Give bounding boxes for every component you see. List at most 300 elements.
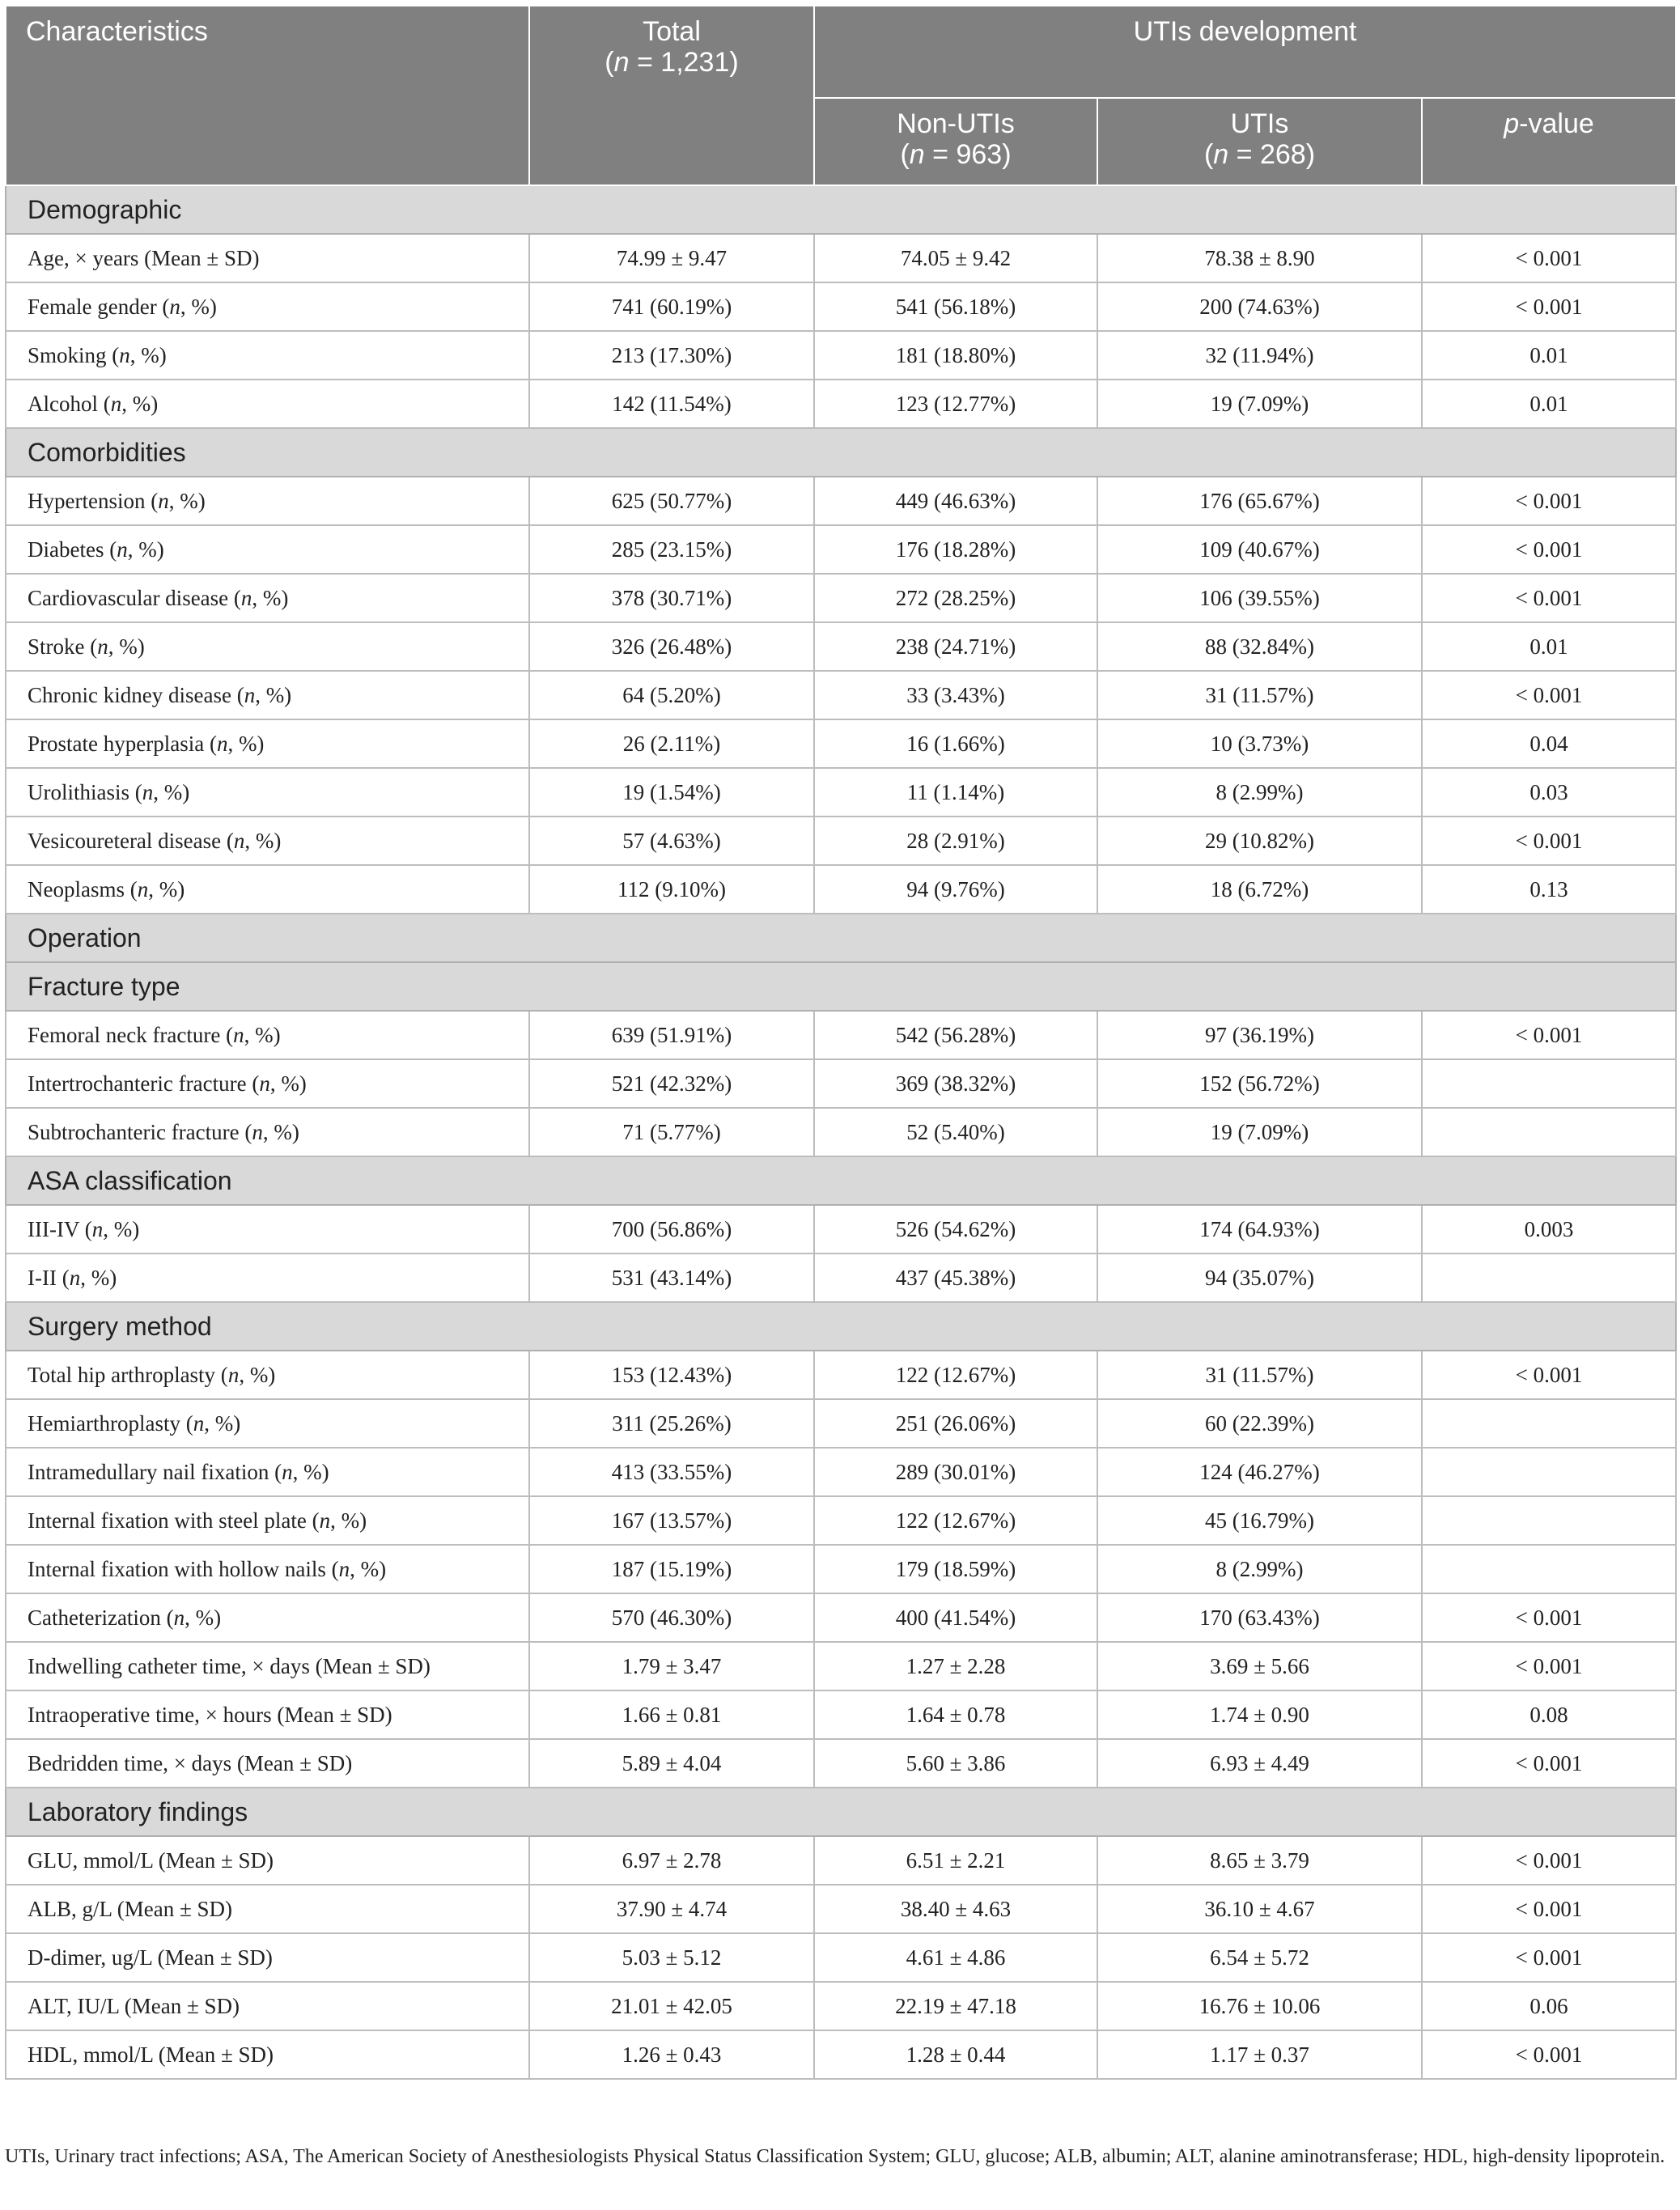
table-row bbox=[6, 1011, 1676, 1059]
cell-total: 187 (15.19%) bbox=[529, 1545, 814, 1593]
row-label-text: Bedridden time, × days (Mean ± SD) bbox=[28, 1750, 353, 1775]
table-row bbox=[6, 282, 1676, 331]
row-label bbox=[6, 671, 529, 719]
table-row bbox=[6, 817, 1676, 865]
row-label-unit-rest: , %) bbox=[350, 1556, 387, 1581]
row-label-text: Age, × years (Mean ± SD) bbox=[28, 245, 260, 270]
section-header-row bbox=[6, 914, 1676, 962]
header-p-value bbox=[1422, 98, 1676, 185]
row-label-unit: n bbox=[259, 1071, 270, 1096]
cell-p: 0.003 bbox=[1422, 1205, 1676, 1253]
row-label-unit: n bbox=[69, 1265, 81, 1290]
cell-utis: 78.38 ± 8.90 bbox=[1097, 234, 1422, 282]
cell-non-utis: 11 (1.14%) bbox=[814, 768, 1097, 817]
cell-non-utis: 541 (56.18%) bbox=[814, 282, 1097, 331]
cell-non-utis: 6.51 ± 2.21 bbox=[814, 1836, 1097, 1885]
row-label-text: Femoral neck fracture ( bbox=[28, 1022, 234, 1047]
table-row bbox=[6, 1739, 1676, 1788]
cell-non-utis: 122 (12.67%) bbox=[814, 1496, 1097, 1545]
cell-utis: 6.54 ± 5.72 bbox=[1097, 1933, 1422, 1982]
cell-non-utis: 176 (18.28%) bbox=[814, 525, 1097, 574]
row-label-unit-rest: , %) bbox=[269, 1071, 307, 1096]
cell-total: 167 (13.57%) bbox=[529, 1496, 814, 1545]
row-label-text: Catheterization ( bbox=[28, 1605, 174, 1630]
row-label bbox=[6, 865, 529, 914]
table-row bbox=[6, 477, 1676, 525]
cell-non-utis: 28 (2.91%) bbox=[814, 817, 1097, 865]
cell-p: < 0.001 bbox=[1422, 1011, 1676, 1059]
row-label-unit-rest: , %) bbox=[330, 1508, 367, 1533]
cell-total: 5.03 ± 5.12 bbox=[529, 1933, 814, 1982]
cell-p: < 0.001 bbox=[1422, 1593, 1676, 1642]
cell-p: 0.08 bbox=[1422, 1690, 1676, 1739]
cell-non-utis: 542 (56.28%) bbox=[814, 1011, 1097, 1059]
row-label bbox=[6, 331, 529, 380]
row-label-text: Urolithiasis ( bbox=[28, 779, 142, 804]
row-label-text: Vesicoureteral disease ( bbox=[28, 828, 234, 853]
row-label-unit-rest: , %) bbox=[244, 828, 282, 853]
cell-non-utis: 289 (30.01%) bbox=[814, 1448, 1097, 1496]
cell-non-utis: 238 (24.71%) bbox=[814, 622, 1097, 671]
header-utis-n-value: = 268) bbox=[1228, 139, 1316, 170]
row-label-unit: n bbox=[97, 634, 108, 659]
row-label bbox=[6, 477, 529, 525]
row-label-unit: n bbox=[227, 1362, 240, 1387]
cell-non-utis: 179 (18.59%) bbox=[814, 1545, 1097, 1593]
characteristics-table bbox=[5, 5, 1677, 2080]
cell-total: 521 (42.32%) bbox=[529, 1059, 814, 1108]
section-header-row bbox=[6, 1788, 1676, 1836]
cell-non-utis: 5.60 ± 3.86 bbox=[814, 1739, 1097, 1788]
table-row bbox=[6, 1108, 1676, 1156]
row-label-text: Hypertension ( bbox=[28, 488, 159, 513]
header-total-n: n bbox=[613, 47, 630, 78]
row-label-text: Internal fixation with hollow nails ( bbox=[28, 1556, 339, 1581]
row-label-unit-rest: , %) bbox=[180, 294, 217, 319]
table-footnote: UTIs, Urinary tract infections; ASA, The American Society of Anesthesiologists Physical Status Classification System; GLU, glucose; ALB, albumin; ALT, alanine aminotransferase; HDL, high-density lipoprotein. bbox=[5, 2146, 1665, 2167]
cell-utis: 106 (39.55%) bbox=[1097, 574, 1422, 622]
cell-p: 0.01 bbox=[1422, 331, 1676, 380]
row-label-unit: n bbox=[338, 1556, 350, 1581]
cell-non-utis: 94 (9.76%) bbox=[814, 865, 1097, 914]
cell-non-utis: 38.40 ± 4.63 bbox=[814, 1885, 1097, 1933]
table-row bbox=[6, 574, 1676, 622]
row-label-text: Neoplasms ( bbox=[28, 876, 138, 901]
row-label-unit-rest: , %) bbox=[127, 537, 164, 562]
cell-p: < 0.001 bbox=[1422, 1351, 1676, 1399]
cell-p: < 0.001 bbox=[1422, 525, 1676, 574]
cell-utis: 36.10 ± 4.67 bbox=[1097, 1885, 1422, 1933]
cell-total: 285 (23.15%) bbox=[529, 525, 814, 574]
cell-total: 26 (2.11%) bbox=[529, 719, 814, 768]
row-label-unit: n bbox=[216, 731, 228, 756]
cell-total: 378 (30.71%) bbox=[529, 574, 814, 622]
cell-utis: 6.93 ± 4.49 bbox=[1097, 1739, 1422, 1788]
row-label-unit: n bbox=[142, 779, 154, 804]
cell-utis: 19 (7.09%) bbox=[1097, 1108, 1422, 1156]
cell-utis: 152 (56.72%) bbox=[1097, 1059, 1422, 1108]
cell-utis: 8.65 ± 3.79 bbox=[1097, 1836, 1422, 1885]
cell-total: 153 (12.43%) bbox=[529, 1351, 814, 1399]
row-label-unit-rest: , %) bbox=[292, 1459, 329, 1484]
row-label bbox=[6, 1205, 529, 1253]
table-row bbox=[6, 1351, 1676, 1399]
cell-p bbox=[1422, 1399, 1676, 1448]
row-label bbox=[6, 1642, 529, 1690]
row-label-unit: n bbox=[158, 488, 169, 513]
cell-p: < 0.001 bbox=[1422, 671, 1676, 719]
cell-utis: 29 (10.82%) bbox=[1097, 817, 1422, 865]
cell-utis: 31 (11.57%) bbox=[1097, 671, 1422, 719]
row-label bbox=[6, 719, 529, 768]
section-title: Comorbidities bbox=[6, 428, 1676, 477]
table-row bbox=[6, 1399, 1676, 1448]
cell-p: 0.06 bbox=[1422, 1982, 1676, 2030]
cell-total: 57 (4.63%) bbox=[529, 817, 814, 865]
cell-p: < 0.001 bbox=[1422, 282, 1676, 331]
row-label-unit-rest: , %) bbox=[244, 1022, 281, 1047]
cell-total: 21.01 ± 42.05 bbox=[529, 1982, 814, 2030]
row-label bbox=[6, 622, 529, 671]
row-label bbox=[6, 1351, 529, 1399]
table-row bbox=[6, 1642, 1676, 1690]
row-label bbox=[6, 1253, 529, 1302]
row-label-text: HDL, mmol/L (Mean ± SD) bbox=[28, 2042, 274, 2067]
cell-total: 531 (43.14%) bbox=[529, 1253, 814, 1302]
table-row bbox=[6, 380, 1676, 428]
row-label-text: D-dimer, ug/L (Mean ± SD) bbox=[28, 1945, 273, 1970]
row-label-text: Stroke ( bbox=[28, 634, 98, 659]
table-row bbox=[6, 1205, 1676, 1253]
cell-total: 142 (11.54%) bbox=[529, 380, 814, 428]
cell-p: < 0.001 bbox=[1422, 817, 1676, 865]
cell-non-utis: 437 (45.38%) bbox=[814, 1253, 1097, 1302]
cell-total: 6.97 ± 2.78 bbox=[529, 1836, 814, 1885]
cell-utis: 1.17 ± 0.37 bbox=[1097, 2030, 1422, 2079]
header-utis-development bbox=[814, 6, 1676, 98]
row-label bbox=[6, 768, 529, 817]
row-label bbox=[6, 1690, 529, 1739]
row-label-text: Hemiarthroplasty ( bbox=[28, 1410, 193, 1436]
row-label-unit-rest: , %) bbox=[168, 488, 206, 513]
table-row bbox=[6, 865, 1676, 914]
row-label-unit-rest: , %) bbox=[204, 1410, 241, 1436]
cell-p: < 0.001 bbox=[1422, 1739, 1676, 1788]
row-label-unit: n bbox=[110, 391, 122, 416]
cell-utis: 8 (2.99%) bbox=[1097, 768, 1422, 817]
row-label-unit-rest: , %) bbox=[255, 682, 292, 707]
cell-non-utis: 369 (38.32%) bbox=[814, 1059, 1097, 1108]
row-label-text: GLU, mmol/L (Mean ± SD) bbox=[28, 1847, 274, 1873]
table-container bbox=[5, 5, 1675, 2080]
table-row bbox=[6, 719, 1676, 768]
cell-p: < 0.001 bbox=[1422, 2030, 1676, 2079]
cell-non-utis: 1.27 ± 2.28 bbox=[814, 1642, 1097, 1690]
table-row bbox=[6, 1448, 1676, 1496]
table-row bbox=[6, 1496, 1676, 1545]
cell-utis: 16.76 ± 10.06 bbox=[1097, 1982, 1422, 2030]
table-row bbox=[6, 1253, 1676, 1302]
cell-non-utis: 122 (12.67%) bbox=[814, 1351, 1097, 1399]
header-p-value-rest: -value bbox=[1519, 108, 1594, 139]
cell-non-utis: 33 (3.43%) bbox=[814, 671, 1097, 719]
cell-p: 0.03 bbox=[1422, 768, 1676, 817]
row-label bbox=[6, 1739, 529, 1788]
section-title: Operation bbox=[6, 914, 1676, 962]
row-label-unit-rest: , %) bbox=[153, 779, 190, 804]
cell-p bbox=[1422, 1059, 1676, 1108]
row-label bbox=[6, 817, 529, 865]
header-utis-n: n bbox=[1213, 139, 1229, 170]
section-header-row bbox=[6, 428, 1676, 477]
cell-non-utis: 1.28 ± 0.44 bbox=[814, 2030, 1097, 2079]
cell-non-utis: 74.05 ± 9.42 bbox=[814, 234, 1097, 282]
row-label-text: Intramedullary nail fixation ( bbox=[28, 1459, 282, 1484]
row-label-text: Cardiovascular disease ( bbox=[28, 585, 241, 610]
cell-non-utis: 400 (41.54%) bbox=[814, 1593, 1097, 1642]
row-label-text: Total hip arthroplasty ( bbox=[28, 1362, 228, 1387]
cell-non-utis: 123 (12.77%) bbox=[814, 380, 1097, 428]
cell-total: 741 (60.19%) bbox=[529, 282, 814, 331]
cell-total: 19 (1.54%) bbox=[529, 768, 814, 817]
row-label bbox=[6, 574, 529, 622]
row-label-unit-rest: , %) bbox=[108, 634, 145, 659]
header-non-utis-n: n bbox=[909, 139, 925, 170]
cell-p: < 0.001 bbox=[1422, 1836, 1676, 1885]
row-label-unit: n bbox=[233, 828, 245, 853]
row-label-unit-rest: , %) bbox=[252, 585, 289, 610]
cell-p: < 0.001 bbox=[1422, 234, 1676, 282]
row-label-unit-rest: , %) bbox=[227, 731, 265, 756]
table-row bbox=[6, 525, 1676, 574]
header-total-n-value: = 1,231) bbox=[629, 47, 739, 78]
table-header bbox=[6, 6, 1676, 185]
cell-p: < 0.001 bbox=[1422, 477, 1676, 525]
table-row bbox=[6, 1885, 1676, 1933]
header-characteristics-label: Characteristics bbox=[26, 16, 208, 47]
cell-utis: 31 (11.57%) bbox=[1097, 1351, 1422, 1399]
cell-utis: 45 (16.79%) bbox=[1097, 1496, 1422, 1545]
row-label bbox=[6, 1836, 529, 1885]
row-label-text: Chronic kidney disease ( bbox=[28, 682, 244, 707]
section-title: Demographic bbox=[6, 185, 1676, 234]
cell-utis: 1.74 ± 0.90 bbox=[1097, 1690, 1422, 1739]
cell-non-utis: 181 (18.80%) bbox=[814, 331, 1097, 380]
row-label bbox=[6, 1982, 529, 2030]
table-row bbox=[6, 1690, 1676, 1739]
header-utis-development-label: UTIs development bbox=[1133, 16, 1357, 47]
cell-non-utis: 52 (5.40%) bbox=[814, 1108, 1097, 1156]
cell-total: 71 (5.77%) bbox=[529, 1108, 814, 1156]
row-label-text: Female gender ( bbox=[28, 294, 170, 319]
cell-p: 0.01 bbox=[1422, 380, 1676, 428]
row-label-unit: n bbox=[91, 1216, 104, 1241]
cell-utis: 32 (11.94%) bbox=[1097, 331, 1422, 380]
section-header-row bbox=[6, 185, 1676, 234]
cell-utis: 3.69 ± 5.66 bbox=[1097, 1642, 1422, 1690]
header-p-value-p: p bbox=[1504, 108, 1520, 139]
row-label-text: Subtrochanteric fracture ( bbox=[28, 1119, 252, 1144]
row-label bbox=[6, 1059, 529, 1108]
row-label bbox=[6, 1933, 529, 1982]
cell-utis: 8 (2.99%) bbox=[1097, 1545, 1422, 1593]
cell-utis: 97 (36.19%) bbox=[1097, 1011, 1422, 1059]
section-header-row bbox=[6, 1302, 1676, 1351]
cell-total: 625 (50.77%) bbox=[529, 477, 814, 525]
cell-non-utis: 1.64 ± 0.78 bbox=[814, 1690, 1097, 1739]
table-body bbox=[6, 185, 1676, 2079]
section-header-row bbox=[6, 962, 1676, 1011]
header-utis: UTIs (n = 268) bbox=[1097, 98, 1422, 185]
row-label-unit-rest: , %) bbox=[262, 1119, 299, 1144]
cell-utis: 124 (46.27%) bbox=[1097, 1448, 1422, 1496]
cell-utis: 10 (3.73%) bbox=[1097, 719, 1422, 768]
cell-p: 0.01 bbox=[1422, 622, 1676, 671]
row-label bbox=[6, 1545, 529, 1593]
header-non-utis-label: Non-UTIs bbox=[897, 108, 1015, 139]
row-label-unit: n bbox=[282, 1459, 293, 1484]
cell-utis: 94 (35.07%) bbox=[1097, 1253, 1422, 1302]
cell-p bbox=[1422, 1108, 1676, 1156]
cell-p: 0.13 bbox=[1422, 865, 1676, 914]
row-label bbox=[6, 282, 529, 331]
cell-p bbox=[1422, 1545, 1676, 1593]
row-label bbox=[6, 1496, 529, 1545]
row-label bbox=[6, 234, 529, 282]
cell-non-utis: 16 (1.66%) bbox=[814, 719, 1097, 768]
section-header-row bbox=[6, 1156, 1676, 1205]
cell-total: 213 (17.30%) bbox=[529, 331, 814, 380]
row-label-unit: n bbox=[169, 294, 180, 319]
row-label bbox=[6, 1448, 529, 1496]
cell-non-utis: 251 (26.06%) bbox=[814, 1399, 1097, 1448]
section-title: Surgery method bbox=[6, 1302, 1676, 1351]
row-label-unit-rest: , %) bbox=[121, 391, 159, 416]
row-label-unit: n bbox=[173, 1605, 185, 1630]
cell-p: < 0.001 bbox=[1422, 1885, 1676, 1933]
row-label-text: Diabetes ( bbox=[28, 537, 117, 562]
cell-utis: 200 (74.63%) bbox=[1097, 282, 1422, 331]
cell-p: < 0.001 bbox=[1422, 1642, 1676, 1690]
row-label-text: Intraoperative time, × hours (Mean ± SD) bbox=[28, 1702, 392, 1727]
row-label-unit: n bbox=[252, 1119, 263, 1144]
cell-utis: 109 (40.67%) bbox=[1097, 525, 1422, 574]
row-label-unit: n bbox=[233, 1022, 244, 1047]
table-row bbox=[6, 1933, 1676, 1982]
row-label-unit: n bbox=[319, 1508, 331, 1533]
row-label-unit: n bbox=[119, 342, 130, 367]
cell-non-utis: 4.61 ± 4.86 bbox=[814, 1933, 1097, 1982]
row-label bbox=[6, 1593, 529, 1642]
cell-total: 1.66 ± 0.81 bbox=[529, 1690, 814, 1739]
cell-utis: 18 (6.72%) bbox=[1097, 865, 1422, 914]
row-label bbox=[6, 1399, 529, 1448]
row-label-unit: n bbox=[244, 682, 256, 707]
row-label-text: Alcohol ( bbox=[28, 391, 111, 416]
header-non-utis-n-value: = 963) bbox=[924, 139, 1012, 170]
section-title: Laboratory findings bbox=[6, 1788, 1676, 1836]
header-total-label: Total bbox=[643, 16, 701, 47]
header-non-utis: Non-UTIs (n = 963) bbox=[814, 98, 1097, 185]
table-row bbox=[6, 2030, 1676, 2079]
table-row bbox=[6, 331, 1676, 380]
cell-utis: 88 (32.84%) bbox=[1097, 622, 1422, 671]
cell-p bbox=[1422, 1253, 1676, 1302]
section-title: Fracture type bbox=[6, 962, 1676, 1011]
cell-p bbox=[1422, 1496, 1676, 1545]
table-row bbox=[6, 622, 1676, 671]
row-label-unit: n bbox=[117, 537, 128, 562]
cell-utis: 60 (22.39%) bbox=[1097, 1399, 1422, 1448]
row-label bbox=[6, 1011, 529, 1059]
row-label-unit-rest: , %) bbox=[129, 342, 167, 367]
cell-total: 700 (56.86%) bbox=[529, 1205, 814, 1253]
row-label-unit-rest: , %) bbox=[148, 876, 185, 901]
table-row bbox=[6, 1059, 1676, 1108]
row-label-unit: n bbox=[137, 876, 149, 901]
cell-total: 311 (25.26%) bbox=[529, 1399, 814, 1448]
row-label-text: Internal fixation with steel plate ( bbox=[28, 1508, 320, 1533]
cell-p: < 0.001 bbox=[1422, 574, 1676, 622]
cell-total: 64 (5.20%) bbox=[529, 671, 814, 719]
row-label-unit: n bbox=[193, 1410, 205, 1436]
row-label-unit-rest: , %) bbox=[185, 1605, 222, 1630]
row-label bbox=[6, 1108, 529, 1156]
section-title: ASA classification bbox=[6, 1156, 1676, 1205]
row-label-unit-rest: , %) bbox=[239, 1362, 276, 1387]
cell-non-utis: 526 (54.62%) bbox=[814, 1205, 1097, 1253]
cell-p: < 0.001 bbox=[1422, 1933, 1676, 1982]
row-label-unit-rest: , %) bbox=[103, 1216, 140, 1241]
row-label bbox=[6, 525, 529, 574]
table-row bbox=[6, 768, 1676, 817]
cell-non-utis: 22.19 ± 47.18 bbox=[814, 1982, 1097, 2030]
table-row bbox=[6, 1982, 1676, 2030]
cell-total: 112 (9.10%) bbox=[529, 865, 814, 914]
table-row bbox=[6, 1545, 1676, 1593]
row-label-text: Intertrochanteric fracture ( bbox=[28, 1071, 260, 1096]
table-row bbox=[6, 1836, 1676, 1885]
row-label-text: ALB, g/L (Mean ± SD) bbox=[28, 1896, 233, 1921]
row-label-text: I-II ( bbox=[28, 1265, 70, 1290]
header-total: Total (n = 1,231) bbox=[529, 6, 814, 185]
table-row bbox=[6, 671, 1676, 719]
row-label-unit: n bbox=[240, 585, 252, 610]
cell-total: 1.79 ± 3.47 bbox=[529, 1642, 814, 1690]
row-label-text: ALT, IU/L (Mean ± SD) bbox=[28, 1993, 240, 2018]
cell-utis: 176 (65.67%) bbox=[1097, 477, 1422, 525]
header-characteristics bbox=[6, 6, 529, 185]
cell-total: 5.89 ± 4.04 bbox=[529, 1739, 814, 1788]
row-label-text: III-IV ( bbox=[28, 1216, 92, 1241]
row-label bbox=[6, 2030, 529, 2079]
row-label-text: Prostate hyperplasia ( bbox=[28, 731, 217, 756]
cell-total: 326 (26.48%) bbox=[529, 622, 814, 671]
row-label-text: Indwelling catheter time, × days (Mean ± SD) bbox=[28, 1653, 431, 1678]
cell-utis: 174 (64.93%) bbox=[1097, 1205, 1422, 1253]
row-label bbox=[6, 380, 529, 428]
row-label bbox=[6, 1885, 529, 1933]
header-utis-label: UTIs bbox=[1230, 108, 1289, 139]
table-row bbox=[6, 234, 1676, 282]
cell-total: 570 (46.30%) bbox=[529, 1593, 814, 1642]
cell-total: 37.90 ± 4.74 bbox=[529, 1885, 814, 1933]
cell-p bbox=[1422, 1448, 1676, 1496]
cell-non-utis: 272 (28.25%) bbox=[814, 574, 1097, 622]
cell-utis: 170 (63.43%) bbox=[1097, 1593, 1422, 1642]
cell-total: 413 (33.55%) bbox=[529, 1448, 814, 1496]
cell-total: 74.99 ± 9.47 bbox=[529, 234, 814, 282]
